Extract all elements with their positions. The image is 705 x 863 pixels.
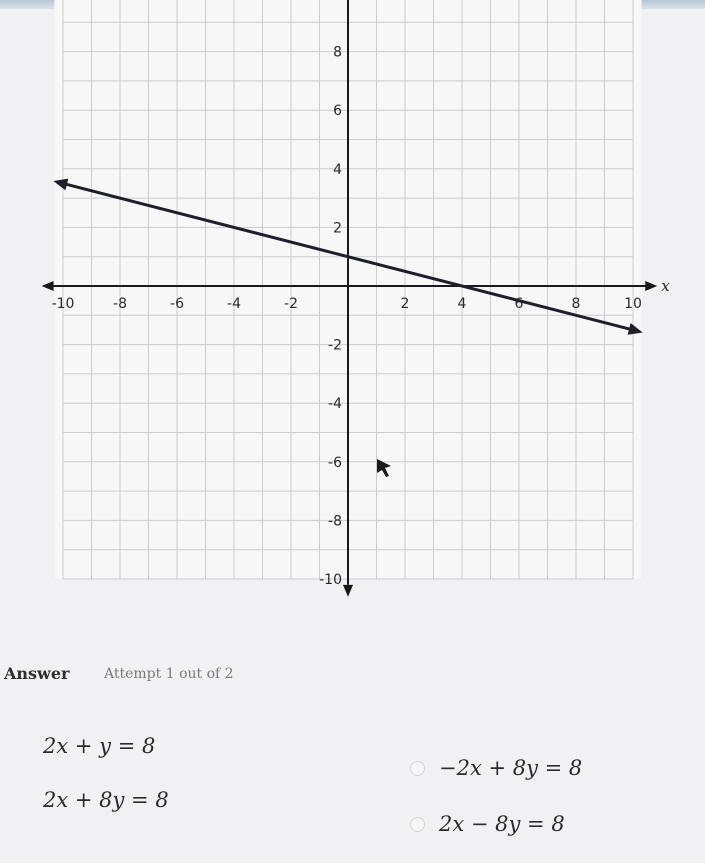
y-tick-label: 2 (333, 220, 342, 237)
answer-choice-b[interactable] (14, 788, 169, 812)
y-tick-label: -4 (328, 396, 342, 413)
y-tick-label: -2 (328, 337, 342, 354)
x-tick-label: -8 (113, 296, 127, 312)
x-tick-label: 10 (624, 296, 642, 312)
x-tick-label: 6 (514, 296, 524, 312)
x-tick-label: -6 (170, 296, 184, 312)
choice-equation: 2x + 8y = 8 (43, 788, 169, 812)
choice-equation: −2x + 8y = 8 (439, 756, 583, 780)
y-tick-label: -10 (319, 572, 342, 588)
x-tick-label: 4 (457, 296, 467, 312)
x-tick-label: 8 (571, 296, 581, 312)
radio-button[interactable] (410, 817, 425, 832)
answer-choice-c[interactable] (410, 756, 582, 780)
x-axis-arrow-right (645, 281, 657, 291)
answer-header: Answer (4, 664, 70, 683)
choice-equation: 2x − 8y = 8 (439, 812, 565, 836)
y-tick-label: 8 (333, 44, 342, 61)
x-axis-arrow-left (42, 281, 54, 291)
answer-choice-d[interactable] (410, 812, 565, 836)
x-tick-label: -2 (284, 296, 298, 312)
y-tick-label: 4 (333, 161, 342, 178)
x-tick-label: 2 (400, 296, 410, 312)
choice-equation: 2x + y = 8 (43, 734, 156, 758)
radio-button[interactable] (410, 761, 425, 776)
x-axis-label: x (661, 277, 670, 295)
attempt-counter: Attempt 1 out of 2 (104, 666, 234, 682)
x-tick-label: -4 (227, 296, 241, 312)
answer-choice-a[interactable] (14, 734, 155, 758)
x-tick-label: -10 (51, 296, 75, 312)
y-axis-arrow-down (343, 585, 353, 597)
y-tick-label: -6 (328, 454, 342, 471)
y-tick-label: -8 (328, 513, 342, 530)
y-tick-label: 6 (333, 103, 342, 120)
